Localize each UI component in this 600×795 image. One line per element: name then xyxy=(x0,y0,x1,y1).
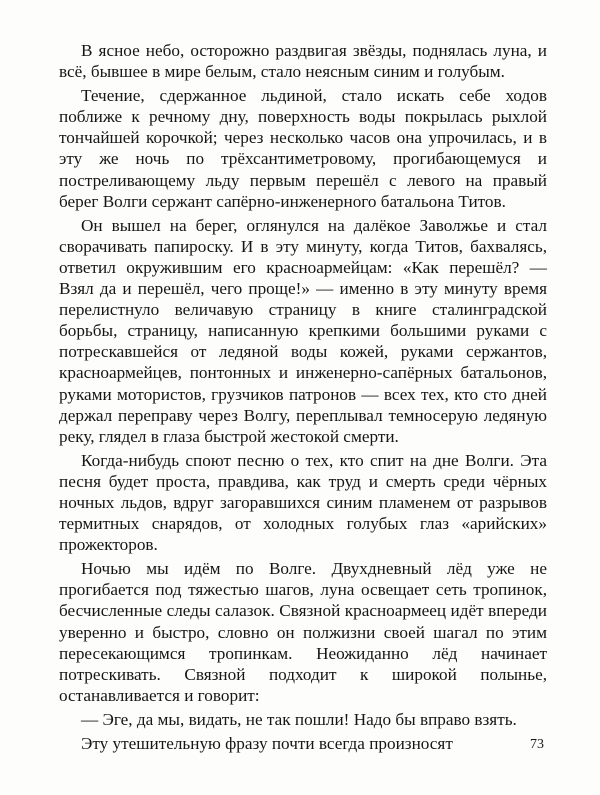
page-number: 73 xyxy=(530,737,544,752)
paragraph-5: Ночью мы идём по Волге. Двухдневный лёд уже не прогибается под тяжестью шагов, луна освещает сеть тропинок, бесчисленные следы салазок. Связной красноармеец идёт впереди уверенно и быстро, словно он полжизни своей шагал по этим пересекающимся тропинкам. Неожиданно лёд начинает потрескивать. Связной подходит к широкой полынье, останавливается и говорит: xyxy=(59,559,547,705)
paragraph-7: Эту утешительную фразу почти всегда произносят xyxy=(81,734,453,753)
paragraph-4: Когда-нибудь споют песню о тех, кто спит на дне Волги. Эта песня будет проста, правдива, как труд и смерть среди чёрных ночных льдов, вдруг загоравшихся синим пламенем от разрывов термитных снарядов, от холодных голубых глаз «арийских» прожекторов. xyxy=(59,450,547,555)
body-text xyxy=(59,40,547,754)
paragraph-2: Течение, сдержанное льдиной, стало искать себе ходов поближе к речному дну, поверхность воды покрылась рыхлой тончайшей корочкой; через несколько часов она упрочилась, и в эту же ночь по трёхсантиметровому, прогибающемуся и постреливающему льду первым перешёл с левого на правый берег Волги сержант сапёрно-инженерного батальона Титов. xyxy=(59,86,547,211)
paragraph-6: — Эге, да мы, видать, не так пошли! Надо бы вправо взять. xyxy=(81,709,517,729)
paragraph-3: Он вышел на берег, оглянулся на далёкое Заволжье и стал сворачивать папироску. И в эту минуту, когда Титов, бахвалясь, ответил окружившим его красноармейцам: «Как перешёл? — Взял да и перешёл, чего проще!» — именно в эту минуту время перелистнуло величавую страницу в книге сталинградской борьбы, страницу, написанную крепкими большими руками с потрескавшейся от ледяной воды кожей, руками сержантов, красноармейцев, понтонных и инженерно-сапёрных батальонов, руками мотористов, грузчиков патронов — всех тех, кто сто дней держал переправу через Волгу, переплывал темносерую ледяную реку, глядел в глаза быстрой жестокой смерти. xyxy=(59,215,547,446)
paragraph-1: В ясное небо, осторожно раздвигая звёзды, поднялась луна, и всё, бывшее в мире белым, стало неясным синим и голубым. xyxy=(59,41,547,82)
